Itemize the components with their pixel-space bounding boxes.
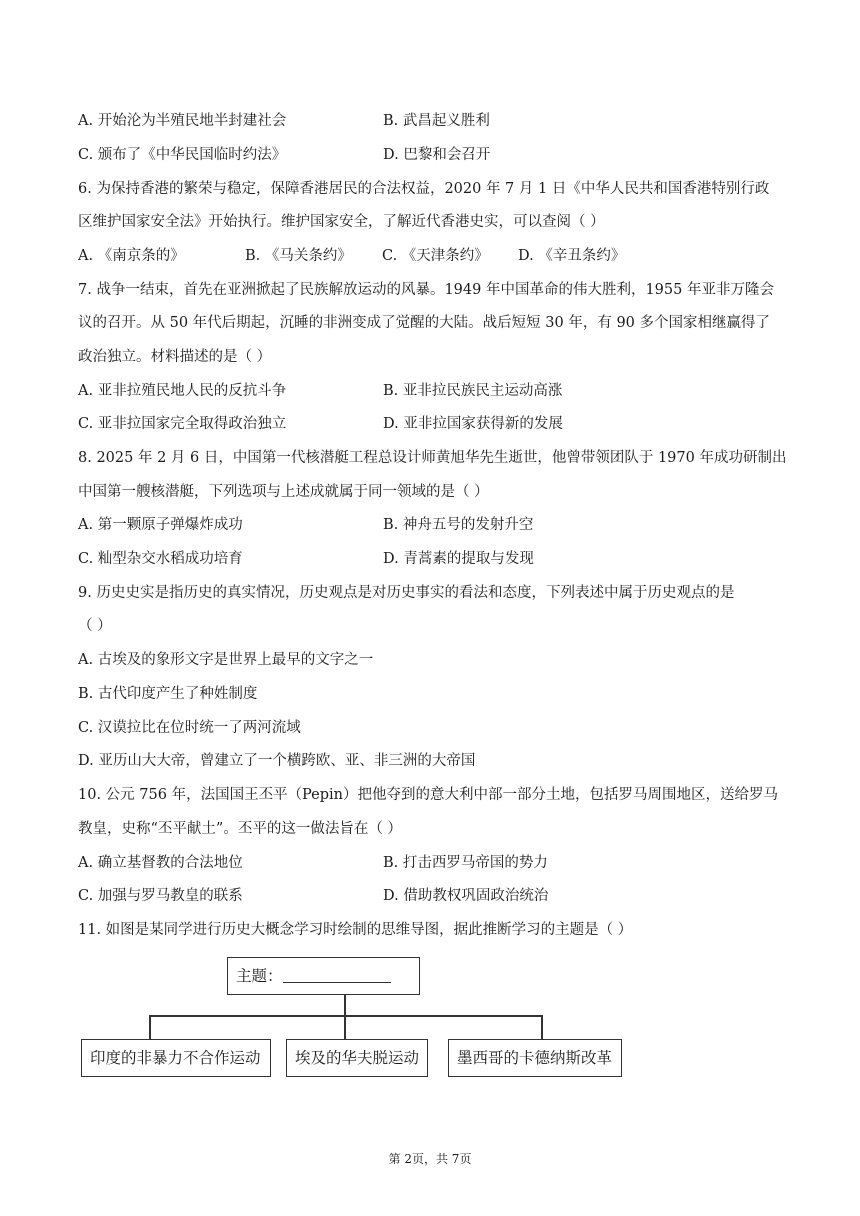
q9-option-d: D. 亚历山大大帝，曾建立了一个横跨欧、亚、非三洲的大帝国 — [78, 753, 476, 769]
q8-stem-line2: 中国第一艘核潜艇，下列选项与上述成就属于同一领域的是（ ） — [78, 484, 489, 500]
mind-map-topic-label: 主题： — [236, 967, 283, 985]
q7-stem-line1: 7. 战争一结束，首先在亚洲掀起了民族解放运动的风暴。1949 年中国革命的伟大胜利，1955 年亚非万隆会 — [78, 282, 774, 298]
q7-stem-line3: 政治独立。材料描述的是（ ） — [78, 349, 272, 365]
q5-option-b: B. 武昌起义胜利 — [383, 113, 490, 129]
mind-map-child-1: 印度的非暴力不合作运动 — [81, 1039, 271, 1077]
q8-option-b: B. 神舟五号的发射升空 — [383, 517, 534, 533]
q9-stem-line1: 9. 历史史实是指历史的真实情况，历史观点是对历史事实的看法和态度，下列表述中属于历史观点的是 — [78, 585, 735, 601]
mind-map-topic-box — [227, 957, 420, 995]
q8-option-c: C. 籼型杂交水稻成功培育 — [78, 551, 243, 567]
q6-stem-line1: 6. 为保持香港的繁荣与稳定，保障香港居民的合法权益，2020 年 7 月 1 日《中华人民共和国香港特别行政 — [78, 181, 770, 197]
q7-option-b: B. 亚非拉民族民主运动高涨 — [383, 383, 563, 399]
q9-option-b: B. 古代印度产生了种姓制度 — [78, 686, 258, 702]
q10-stem-line2: 教皇，史称“丕平献土”。丕平的这一做法旨在（ ） — [78, 821, 402, 837]
q9-option-a: A. 古埃及的象形文字是世界上最早的文字之一 — [78, 652, 374, 668]
connector-middle — [344, 1015, 346, 1040]
q9-stem-line2: （ ） — [78, 618, 112, 634]
connector-right — [541, 1015, 543, 1040]
q6-option-c: C. 《天津条约》 — [382, 248, 489, 264]
q6-option-a: A. 《南京条的》 — [78, 248, 185, 264]
q8-option-d: D. 青蒿素的提取与发现 — [383, 551, 534, 567]
q7-option-a: A. 亚非拉殖民地人民的反抗斗争 — [78, 383, 287, 399]
q7-stem-line2: 议的召开。从 50 年代后期起，沉睡的非洲变成了觉醒的大陆。战后短短 30 年，有 90 多个国家相继赢得了 — [78, 315, 771, 331]
page-footer: 第 2页，共 7页 — [388, 1152, 472, 1166]
q7-option-c: C. 亚非拉国家完全取得政治独立 — [78, 416, 287, 432]
q6-stem-line2: 区维护国家安全法》开始执行。维护国家安全，了解近代香港史实，可以查阅（ ） — [78, 214, 605, 230]
q10-option-b: B. 打击西罗马帝国的势力 — [383, 855, 548, 871]
q5-option-c: C. 颁布了《中华民国临时约法》 — [78, 147, 287, 163]
connector-left — [149, 1015, 151, 1040]
mind-map-child-3: 墨西哥的卡德纳斯改革 — [448, 1039, 622, 1077]
q10-option-c: C. 加强与罗马教皇的联系 — [78, 888, 243, 904]
q7-option-d: D. 亚非拉国家获得新的发展 — [383, 416, 563, 432]
q10-option-a: A. 确立基督教的合法地位 — [78, 855, 243, 871]
q5-option-a: A. 开始沦为半殖民地半封建社会 — [78, 113, 287, 129]
connector-trunk — [344, 995, 346, 1016]
q8-stem-line1: 8. 2025 年 2 月 6 日，中国第一代核潜艇工程总设计师黄旭华先生逝世，他曾带领团队于 1970 年成功研制出 — [78, 450, 787, 466]
mind-map-topic-blank — [283, 966, 391, 983]
q11-stem: 11. 如图是某同学进行历史大概念学习时绘制的思维导图，据此推断学习的主题是（ ） — [78, 922, 633, 938]
q8-option-a: A. 第一颗原子弹爆炸成功 — [78, 517, 243, 533]
q10-stem-line1: 10. 公元 756 年，法国国王丕平（Pepin）把他夺到的意大利中部一部分土地，包括罗马周围地区，送给罗马 — [78, 787, 779, 803]
q10-option-d: D. 借助教权巩固政治统治 — [383, 888, 549, 904]
mind-map-child-2: 埃及的华夫脱运动 — [286, 1039, 428, 1077]
q9-option-c: C. 汉谟拉比在位时统一了两河流域 — [78, 720, 301, 736]
q5-option-d: D. 巴黎和会召开 — [383, 147, 491, 163]
q6-option-b: B. 《马关条约》 — [245, 248, 352, 264]
q6-option-d: D. 《辛丑条约》 — [518, 248, 626, 264]
